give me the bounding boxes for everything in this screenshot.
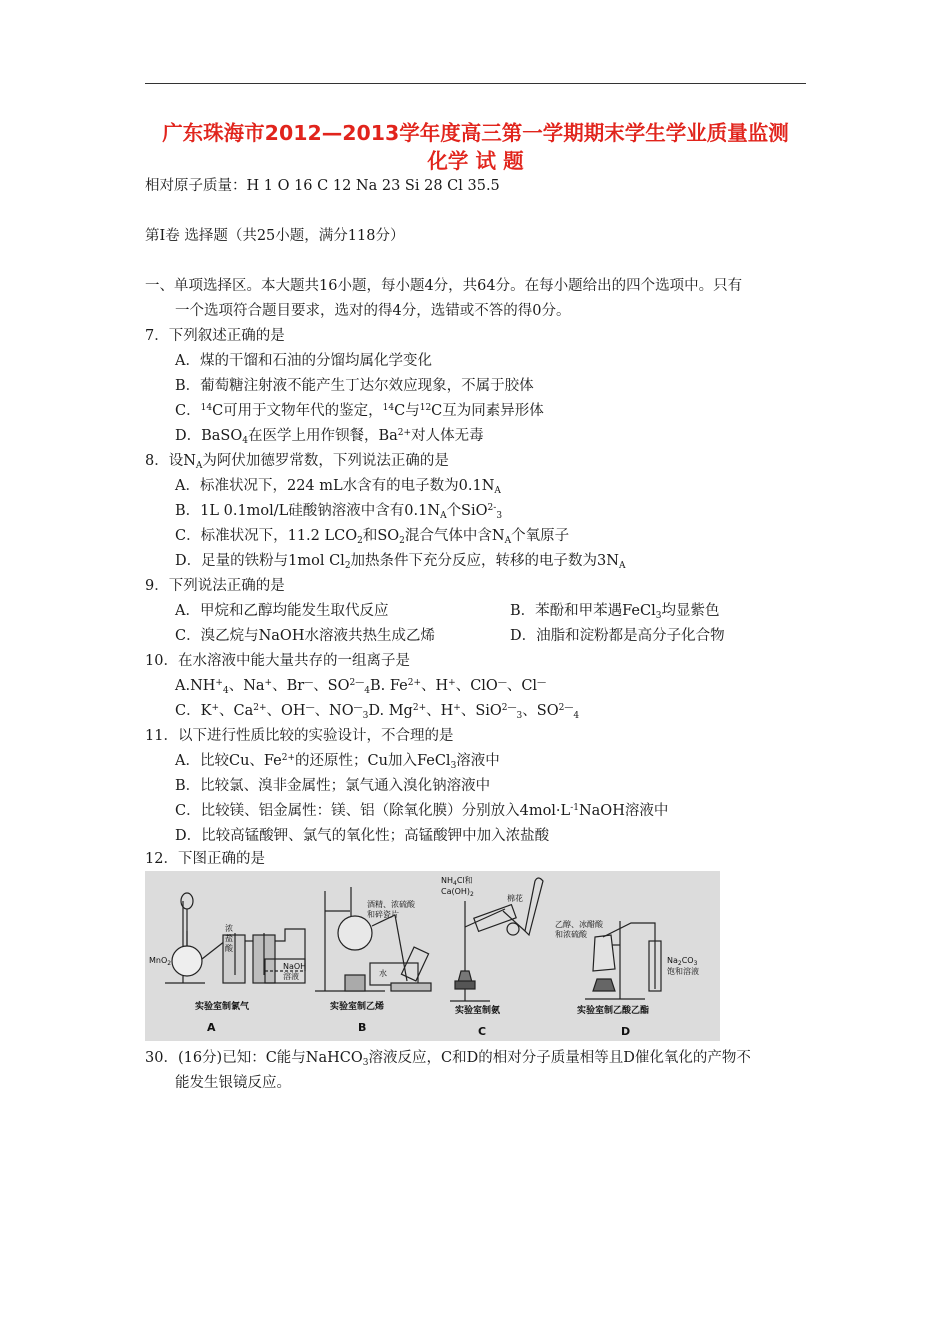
apparatus-figure <box>145 871 720 1041</box>
question-9-option-b: B．苯酚和甲苯遇FeCl$_3$均显紫色 <box>510 603 720 621</box>
part-heading: 第Ⅰ卷 选择题（共25小题，满分118分） <box>145 228 405 244</box>
caption-b: 实验室制乙烯 <box>330 1002 385 1012</box>
label-naoh-2: 溶液 <box>283 972 299 981</box>
question-11-stem: 11．以下进行性质比较的实验设计，不合理的是 <box>145 728 454 744</box>
question-30-line-2: 能发生银镜反应。 <box>175 1075 291 1091</box>
apparatus-figure-svg <box>145 871 720 1041</box>
letter-c: C <box>478 1025 487 1038</box>
label-na2co3-solution: 饱和溶液 <box>667 967 699 976</box>
question-9-option-a: A．甲烷和乙醇均能发生取代反应 <box>175 603 389 619</box>
question-11-option-c: C．比较镁、铝金属性：镁、铝（除氧化膜）分别放入$4mol\cdot L^{-1}NaOH$溶液中 <box>175 803 669 819</box>
question-7-option-a: A．煤的干馏和石油的分馏均属化学变化 <box>175 353 432 369</box>
label-water: 水 <box>379 969 387 978</box>
question-10-stem: 10．在水溶液中能大量共存的一组离子是 <box>145 653 410 669</box>
question-7-option-b: B．葡萄糖注射液不能产生丁达尔效应现象，不属于胶体 <box>175 378 534 394</box>
question-9-option-c: C．溴乙烷与NaOH水溶液共热生成乙烯 <box>175 628 435 644</box>
label-d-reagent-2: 和浓硫酸 <box>555 930 587 939</box>
apparatus-c <box>450 878 543 1001</box>
question-11-option-a: A．比较Cu、$Fe^{2+}$的还原性；Cu加入FeCl$_3$溶液中 <box>175 753 500 771</box>
question-7-option-d: D．BaSO$_4$在医学上用作钡餐，$Ba^{2+}$对人体无毒 <box>175 428 484 446</box>
letter-b: B <box>358 1021 367 1034</box>
question-10-options-cd: C．K+、$Ca^{2+}$、OH—、$NO^—_3D$. $Mg^{2+}$、H+、SiO$^{2—}_3$、$SO^{2—}_4$ <box>175 703 580 721</box>
label-c-reagent-1: $NH_4Cl$和 <box>441 876 473 887</box>
section-intro: 一、单项选择区。本大题共16小题，每小题4分，共64分。在每小题给出的四个选项中。只有 <box>145 278 743 294</box>
label-b-reagent-1: 酒精、浓硫酸 <box>367 900 415 909</box>
label-cotton: 棉花 <box>507 894 523 903</box>
label-hcl-3: 酸 <box>225 944 233 953</box>
question-8-option-c: C．标准状况下，11.2 $LCO_2$和$SO_2$混合气体中含$N_A$个氧原子 <box>175 528 570 546</box>
caption-c: 实验室制氨 <box>455 1006 501 1016</box>
atomic-masses: 相对原子质量：H 1 O 16 C 12 Na 23 Si 28 Cl 35.5 <box>145 178 500 194</box>
question-11-option-b: B．比较氯、溴非金属性；氯气通入溴化钠溶液中 <box>175 778 491 794</box>
question-7-option-c: C．$^{14}$C可用于文物年代的鉴定，$^{14}$C与$^{12}$C互为同素异形体 <box>175 403 544 419</box>
question-9-option-d: D．油脂和淀粉都是高分子化合物 <box>510 628 725 644</box>
caption-a: 实验室制氯气 <box>195 1002 250 1012</box>
label-b-reagent-2: 和碎瓷片 <box>367 910 399 919</box>
question-8-option-a: A．标准状况下，224 mL水含有的电子数为$0.1N_A$ <box>175 478 501 496</box>
header-rule <box>145 83 806 84</box>
page-title: 广东珠海市2012—2013学年度高三第一学期期末学生学业质量监测 <box>162 121 789 145</box>
section-intro-cont: 一个选项符合题目要求，选对的得4分，选错或不答的得0分。 <box>175 303 571 319</box>
question-8-option-d: D．足量的铁粉与1mol $Cl_2$加热条件下充分反应，转移的电子数为$3N_A$ <box>175 553 626 571</box>
letter-d: D <box>621 1025 631 1038</box>
page-subtitle: 化学 试 题 <box>427 149 524 173</box>
question-10-options-ab: $A.NH^+_4$、Na+、Br—、$SO^{2—}_4B$. $Fe^{2+}$、H+、ClO—、Cl— <box>175 678 547 696</box>
apparatus-d <box>585 921 661 999</box>
letter-a: A <box>207 1021 216 1034</box>
label-na2co3: $Na_2CO_3$ <box>667 956 698 967</box>
question-8-stem: 8．设$N_A$为阿伏加德罗常数，下列说法正确的是 <box>145 453 449 471</box>
question-7-stem: 7．下列叙述正确的是 <box>145 328 285 344</box>
caption-d: 实验室制乙酸乙酯 <box>577 1006 650 1016</box>
label-c-reagent-2: $Ca(OH)_2$ <box>441 887 474 898</box>
label-hcl-1: 浓 <box>225 924 233 933</box>
label-naoh-1: NaOH <box>283 962 307 971</box>
label-hcl-2: 盐 <box>225 934 233 943</box>
question-9-stem: 9．下列说法正确的是 <box>145 578 285 594</box>
label-mno2: MnO$_2$ <box>149 956 172 967</box>
question-11-option-d: D．比较高锰酸钾、氯气的氧化性；高锰酸钾中加入浓盐酸 <box>175 828 550 844</box>
question-8-option-b: B．1L 0.1mol/L硅酸钠溶液中含有$0.1N_A$个SiO$^{2-}_3$ <box>175 503 503 521</box>
question-12-stem: 12．下图正确的是 <box>145 851 265 867</box>
question-30-line-1: 30．(16分)已知：C能与NaHCO$_3$溶液反应，C和D的相对分子质量相等且D催化氧化的产物不 <box>145 1050 751 1068</box>
label-d-reagent-1: 乙醇、冰醋酸 <box>555 920 603 929</box>
